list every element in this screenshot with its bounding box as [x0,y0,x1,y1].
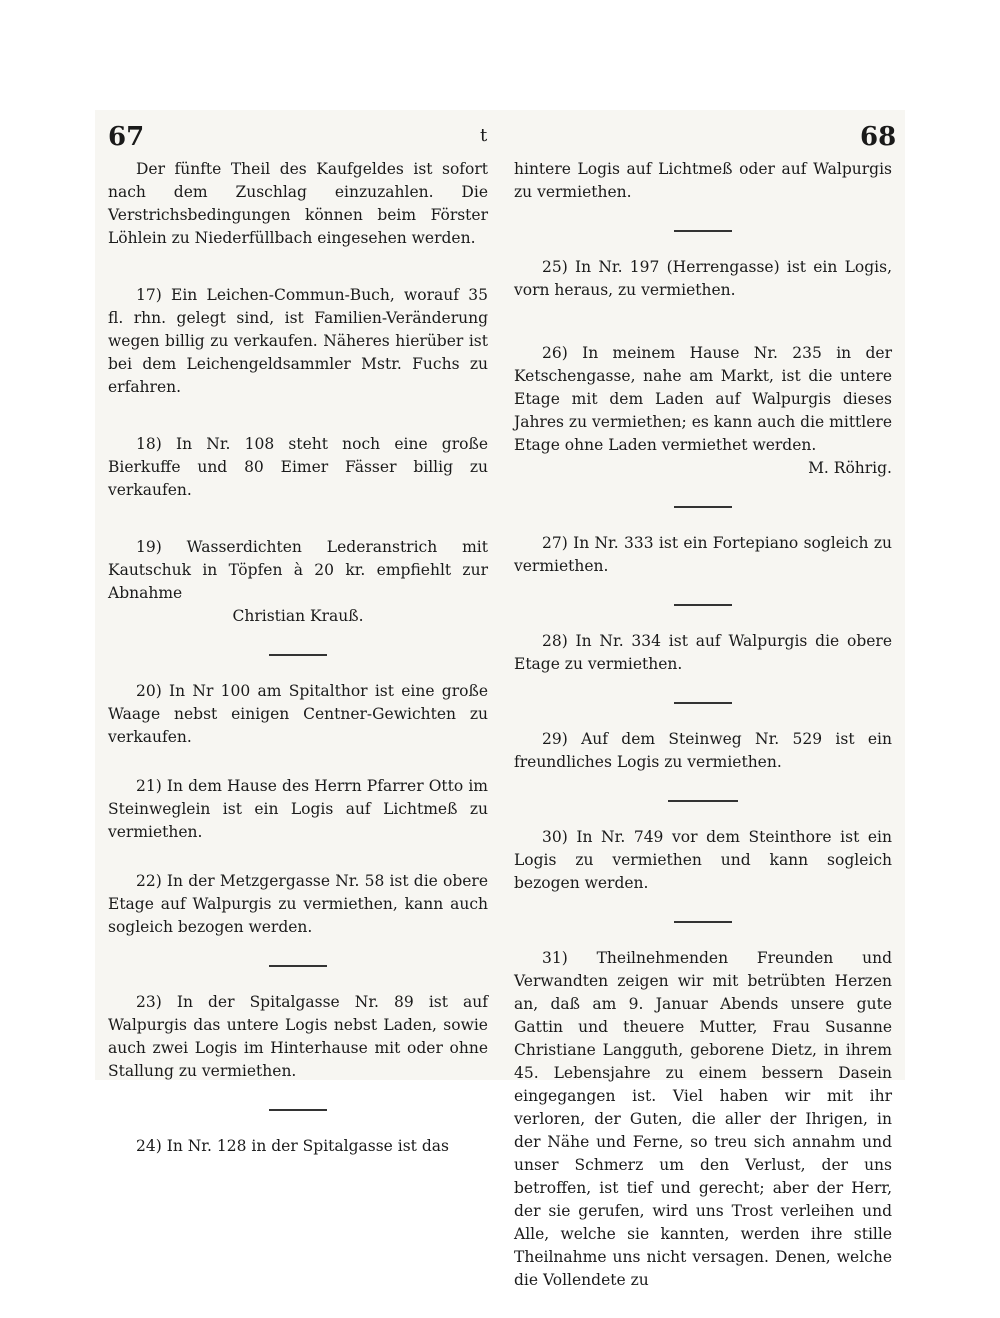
entry-signature: M. Röhrig. [808,459,892,477]
entry-31 [514,947,892,1292]
left-column [108,158,488,1184]
divider-rule [674,230,732,232]
entry-text: 21) In dem Hause des Herrn Pfarrer Otto im Steinweglein ist ein Logis auf Lichtmeß zu vermiethen. [108,777,488,841]
entry-text: 22) In der Metzgergasse Nr. 58 ist die obere Etage auf Walpurgis zu vermiethen, kann auch sogleich bezogen werden. [108,872,488,936]
entry-26 [514,342,892,480]
page-number-left: 67 [108,122,145,152]
divider-rule [674,604,732,606]
entry-25 [514,256,892,302]
divider-rule [269,654,327,656]
entry-22 [108,870,488,939]
page-number-right: 68 [860,122,897,152]
entry-text: 18) In Nr. 108 steht noch eine große Bierkuffe und 80 Eimer Fässer billig zu verkaufen. [108,435,488,499]
entry-text: hintere Logis auf Lichtmeß oder auf Walpurgis zu vermiethen. [514,160,892,201]
divider-rule [668,800,738,802]
divider-rule [674,506,732,508]
entry-24-continued [514,158,892,204]
entry-28 [514,630,892,676]
entry-21 [108,775,488,844]
entry-text: 26) In meinem Hause Nr. 235 in der Ketschengasse, nahe am Markt, ist die untere Etage mit dem Laden auf Walpurgis dieses Jahres zu vermiethen; es kann auch die mittlere Etage ohne Laden vermiethet werden. [514,344,892,454]
entry-20 [108,680,488,749]
entry-text: 19) Wasserdichten Lederanstrich mit Kautschuk in Töpfen à 20 kr. empfiehlt zur Abnahme [108,538,488,602]
entry-text: 27) In Nr. 333 ist ein Fortepiano sogleich zu vermiethen. [514,534,892,575]
entry-text: 28) In Nr. 334 ist auf Walpurgis die obere Etage zu vermiethen. [514,632,892,673]
entry-text: 24) In Nr. 128 in der Spitalgasse ist das [136,1137,449,1155]
divider-rule [269,1109,327,1111]
entry-text: 30) In Nr. 749 vor dem Steinthore ist ein Logis zu vermiethen und kann sogleich bezogen werden. [514,828,892,892]
entry-24 [108,1135,488,1158]
entry-text: 23) In der Spitalgasse Nr. 89 ist auf Walpurgis das untere Logis nebst Laden, sowie auch zwei Logis im Hinterhause mit oder ohne Stallung zu vermiethen. [108,993,488,1080]
entry-continued [108,158,488,250]
entry-text: 17) Ein Leichen-Commun-Buch, worauf 35 fl. rhn. gelegt sind, ist Familien-Veränderung wegen billig zu verkaufen. Näheres hierüber ist bei dem Leichengeldsammler Mstr. Fuchs zu erfahren. [108,286,488,396]
divider-rule [269,965,327,967]
entry-27 [514,532,892,578]
entry-text: 25) In Nr. 197 (Herrengasse) ist ein Logis, vorn heraus, zu vermiethen. [514,258,892,299]
entry-text: 20) In Nr 100 am Spitalthor ist eine große Waage nebst einigen Centner-Gewichten zu verkaufen. [108,682,488,746]
entry-text: 29) Auf dem Steinweg Nr. 529 ist ein freundliches Logis zu vermiethen. [514,730,892,771]
page-mark: t [480,125,488,146]
entry-text: Der fünfte Theil des Kaufgeldes ist sofort nach dem Zuschlag einzuzahlen. Die Verstrichsbedingungen können beim Förster Löhlein zu Niederfüllbach eingesehen werden. [108,160,488,247]
entry-signature: Christian Krauß. [232,607,364,625]
entry-23 [108,991,488,1083]
entry-text: 31) Theilnehmenden Freunden und Verwandten zeigen wir mit betrübten Herzen an, daß am 9. Januar Abends unsere gute Gattin und theuere Mutter, Frau Susanne Christiane Langguth, geborene Dietz, in ihrem 45. Lebensjahre zu einem bessern Dasein eingegangen ist. Viel haben wir mit ihr verloren, der Guten, die aller der Ihrigen, in der Nähe und Ferne, so treu sich annahm und unser Schmerz um den Verlust, der uns betroffen, ist tief und gerecht; aber der Herr, der sie gerufen, wird uns Trost verleihen und Alle, welche sie kannten, werden ihre stille Theilnahme uns nicht versagen. Denen, welche die Vollendete zu [514,949,892,1289]
right-column [514,158,892,1318]
entry-30 [514,826,892,895]
entry-18 [108,433,488,502]
entry-19 [108,536,488,628]
divider-rule [674,921,732,923]
divider-rule [674,702,732,704]
entry-17 [108,284,488,399]
entry-29 [514,728,892,774]
